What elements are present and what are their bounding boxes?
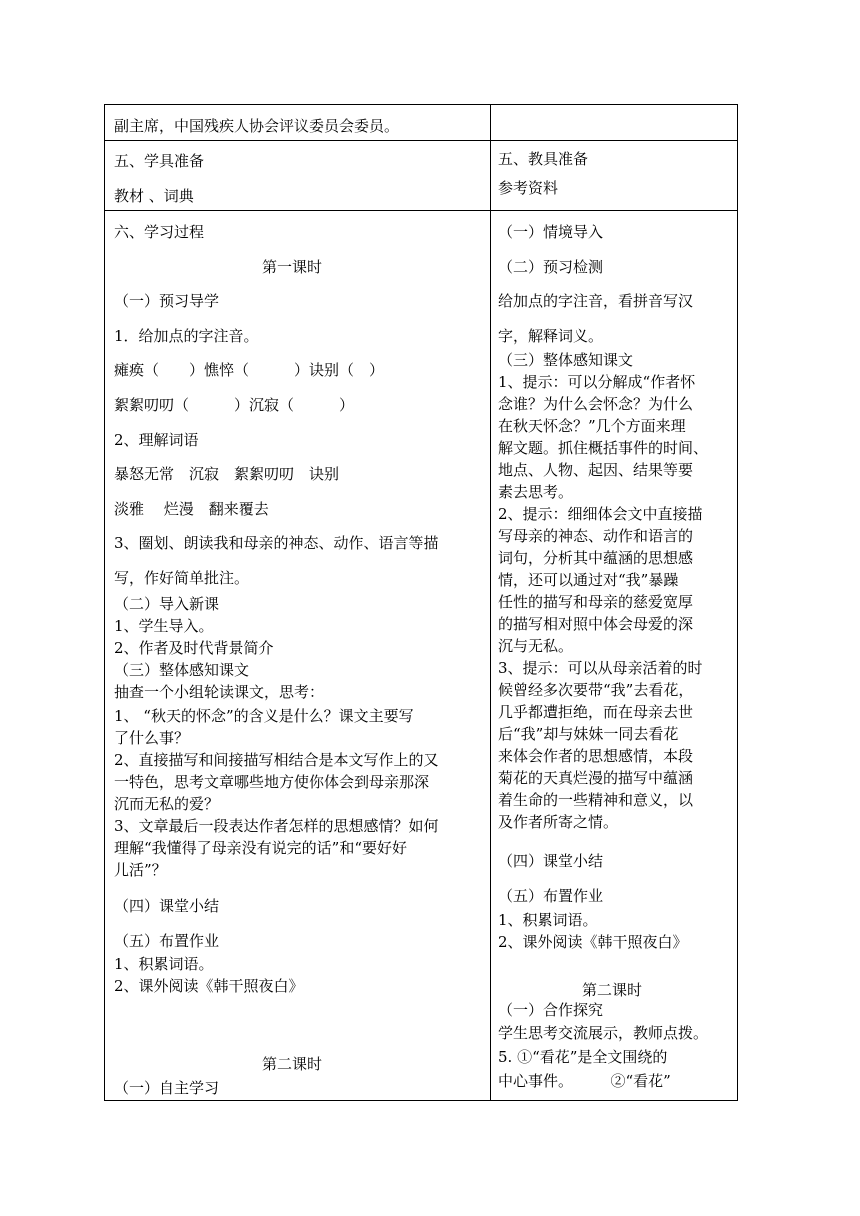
left-line: 2、理解词语 xyxy=(114,431,199,449)
left-line: 抽查一个小组轮读课文，思考： xyxy=(114,683,325,701)
right-line: 地点、人物、起因、结果等要 xyxy=(498,461,694,479)
left-line: （四）课堂小结 xyxy=(114,897,220,915)
table-border-left xyxy=(104,104,105,1101)
right-line: 中心事件。 ②“看花” xyxy=(498,1072,671,1090)
right-line: 的描写相对照中体会母爱的深 xyxy=(498,615,694,633)
left-line: 2、作者及时代背景简介 xyxy=(114,639,274,657)
right-line: 2、提示：细细体会文中直接描 xyxy=(498,505,703,523)
left-line: 2、课外阅读《韩干照夜白》 xyxy=(114,977,304,995)
left-line: 1．给加点的字注音。 xyxy=(114,327,259,345)
row-divider-2 xyxy=(104,210,738,211)
table-border-bottom xyxy=(104,1100,738,1101)
column-divider xyxy=(490,104,491,1101)
left-line: 淡雅 烂漫 翻来覆去 xyxy=(114,500,269,518)
left-line: 1、学生导入。 xyxy=(114,617,214,635)
right-line: （一）合作探究 xyxy=(498,1001,604,1019)
right-line: （一）情境导入 xyxy=(498,223,604,241)
left-line: 絮絮叨叨（ ）沉寂（ ） xyxy=(114,396,355,414)
teacher-materials-content: 参考资料 xyxy=(498,179,559,197)
right-line: 1、积累词语。 xyxy=(498,911,598,929)
right-line: 在秋天怀念？”几个方面来理 xyxy=(498,417,686,435)
table-border-right xyxy=(737,104,738,1101)
right-line: 素去思考。 xyxy=(498,483,574,501)
row-divider-1 xyxy=(104,140,738,141)
left-line: 1、 “秋天的怀念”的含义是什么？课文主要写 xyxy=(114,707,414,725)
student-materials-content: 教材 、词典 xyxy=(114,187,194,205)
right-line: 及作者所寄之情。 xyxy=(498,813,619,831)
right-line: 几乎都遭拒绝，而在母亲去世 xyxy=(498,703,694,721)
row1-left-text: 副主席，中国残疾人协会评议委员会委员。 xyxy=(114,117,400,135)
left-line: 理解“我懂得了母亲没有说完的话”和“要好好 xyxy=(114,839,408,857)
right-line: 1、提示：可以分解成“作者怀 xyxy=(498,373,696,391)
right-line: 沉与无私。 xyxy=(498,637,574,655)
lesson-one-title: 第一课时 xyxy=(262,258,323,276)
left-line: （一）预习导学 xyxy=(114,292,220,310)
right-line: 念谁？为什么会怀念？为什么 xyxy=(498,395,694,413)
right-line: 3、提示：可以从母亲活着的时 xyxy=(498,659,703,677)
learning-process-heading: 六、学习过程 xyxy=(114,223,205,241)
right-line: 解文题。抓住概括事件的时间、 xyxy=(498,439,709,457)
left-line: 1、积累词语。 xyxy=(114,955,214,973)
right-line: 给加点的字注音，看拼音写汉 xyxy=(498,292,694,310)
table-border-top xyxy=(104,104,738,105)
left-line: 了什么事？ xyxy=(114,729,190,747)
left-line: 暴怒无常 沉寂 絮絮叨叨 诀别 xyxy=(114,465,340,483)
right-line: 来体会作者的思想感情，本段 xyxy=(498,747,694,765)
right-line: 2、课外阅读《韩干照夜白》 xyxy=(498,933,688,951)
right-line: 情，还可以通过对“我”暴躁 xyxy=(498,571,679,589)
right-line: （三）整体感知课文 xyxy=(498,351,634,369)
lesson-two-title: 第二课时 xyxy=(262,1055,323,1073)
right-line: 字，解释词义。 xyxy=(498,327,604,345)
left-line: 瘫痪（ ）憔悴（ ）诀别（ ） xyxy=(114,361,385,379)
left-line: （三）整体感知课文 xyxy=(114,661,250,679)
left-line: 3、圈划、朗读我和母亲的神态、动作、语言等描 xyxy=(114,534,439,552)
right-line: 词句，分析其中蕴涵的思想感 xyxy=(498,549,694,567)
left-line: （五）布置作业 xyxy=(114,932,220,950)
right-line: 5. ①“看花”是全文围绕的 xyxy=(498,1048,668,1066)
student-materials-heading: 五、学具准备 xyxy=(114,152,205,170)
right-line: 任性的描写和母亲的慈爱宽厚 xyxy=(498,593,694,611)
left-line: 沉而无私的爱？ xyxy=(114,795,220,813)
left-line: 儿活”？ xyxy=(114,861,167,879)
right-line: 写母亲的神态、动作和语言的 xyxy=(498,527,694,545)
left-line: 3、文章最后一段表达作者怎样的思想感情？如何 xyxy=(114,817,439,835)
right-lesson-two-title: 第二课时 xyxy=(582,981,643,999)
left-line: （二）导入新课 xyxy=(114,595,220,613)
right-line: （二）预习检测 xyxy=(498,258,604,276)
left-line: 2、直接描写和间接描写相结合是本文写作上的又 xyxy=(114,751,439,769)
right-line: 后“我”却与妹妹一同去看花 xyxy=(498,725,679,743)
left-line: 一特色，思考文章哪些地方使你体会到母亲那深 xyxy=(114,773,430,791)
left-line: 写，作好简单批注。 xyxy=(114,569,250,587)
right-line: 菊花的天真烂漫的描写中蕴涵 xyxy=(498,769,694,787)
right-line: 学生思考交流展示，教师点拨。 xyxy=(498,1024,709,1042)
teacher-materials-heading: 五、教具准备 xyxy=(498,150,589,168)
right-line: （四）课堂小结 xyxy=(498,852,604,870)
right-line: 候曾经多次要带“我”去看花， xyxy=(498,681,694,699)
right-line: 着生命的一些精神和意义，以 xyxy=(498,791,694,809)
left-line: （一）自主学习 xyxy=(114,1079,220,1097)
right-line: （五）布置作业 xyxy=(498,887,604,905)
